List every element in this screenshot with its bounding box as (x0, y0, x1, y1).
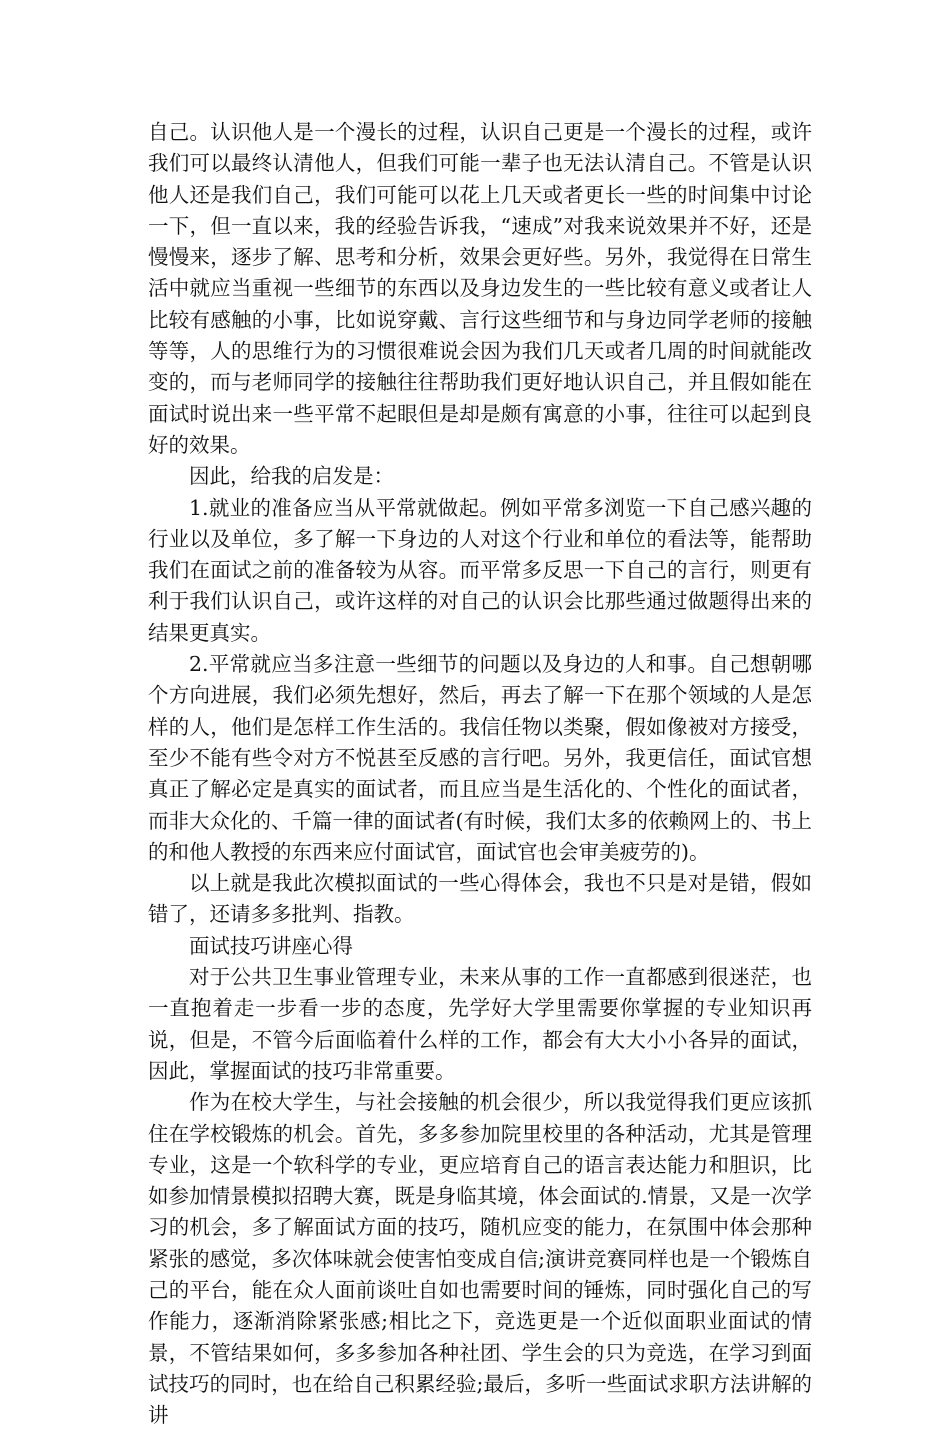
document-body (148, 117, 812, 1431)
paragraph-conclusion: 以上就是我此次模拟面试的一些心得体会，我也不只是对是错，假如错了，还请多多批判、指教。 (148, 871, 812, 927)
paragraph-continuation: 自己。认识他人是一个漫长的过程，认识自己更是一个漫长的过程，或许我们可以最终认清他人，但我们可能一辈子也无法认清自己。不管是认识他人还是我们自己，我们可能可以花上几天或者更长一些的时间集中讨论一下，但一直以来，我的经验告诉我，“速成”对我来说效果并不好，还是慢慢来，逐步了解、思考和分析，效果会更好些。另外，我觉得在日常生活中就应当重视一些细节的东西以及身边发生的一些比较有意义或者让人比较有感触的小事，比如说穿戴、言行这些细节和与身边同学老师的接触等等，人的思维行为的习惯很难说会因为我们几天或者几周的时间就能改变的，而与老师同学的接触往往帮助我们更好地认识自己，并且假如能在面试时说出来一些平常不起眼但是却是颇有寓意的小事，往往可以起到良好的效果。 (148, 120, 812, 457)
paragraph-point-2: 2.平常就应当多注意一些细节的问题以及身边的人和事。自己想朝哪个方向进展，我们必须先想好，然后，再去了解一下在那个领域的人是怎样的人，他们是怎样工作生活的。我信任物以类聚，假如像被对方接受，至少不能有些令对方不悦甚至反感的言行吧。另外，我更信任，面试官想真正了解必定是真实的面试者，而且应当是生活化的、个性化的面试者，而非大众化的、千篇一律的面试者(有时候，我们太多的依赖网上的、书上的和他人教授的东西来应付面试官，面试官也会审美疲劳的)。 (148, 652, 812, 864)
paragraph-student-practice: 作为在校大学生，与社会接触的机会很少，所以我觉得我们更应该抓住在学校锻炼的机会。首先，多多参加院里校里的各种活动，尤其是管理专业，这是一个软科学的专业，更应培育自己的语言表达能力和胆识，比如参加情景模拟招聘大赛，既是身临其境，体会面试的.情景，又是一次学习的机会，多了解面试方面的技巧，随机应变的能力，在氛围中体会那种紧张的感觉，多次体味就会使害怕变成自信;演讲竞赛同样也是一个锻炼自己的平台，能在众人面前谈吐自如也需要时间的锤炼，同时强化自己的写作能力，逐渐消除紧张感;相比之下，竞选更是一个近似面职业面试的情景，不管结果如何，多多参加各种社团、学生会的只为竞选，在学习到面试技巧的同时，也在给自己积累经验;最后，多听一些面试求职方法讲解的讲 (148, 1090, 812, 1428)
paragraph-point-1: 1.就业的准备应当从平常就做起。例如平常多浏览一下自己感兴趣的行业以及单位，多了解一下身边的人对这个行业和单位的看法等，能帮助我们在面试之前的准备较为从容。而平常多反思一下自己的言行，则更有利于我们认识自己，或许这样的对自己的认识会比那些通过做题得出来的结果更真实。 (148, 495, 812, 645)
paragraph-major-intro: 对于公共卫生事业管理专业，未来从事的工作一直都感到很迷茫，也一直抱着走一步看一步的态度，先学好大学里需要你掌握的专业知识再说，但是，不管今后面临着什么样的工作，都会有大大小小各异的面试，因此，掌握面试的技巧非常重要。 (148, 965, 812, 1083)
paragraph-inspiration-intro: 因此，给我的启发是： (189, 464, 394, 489)
section-heading: 面试技巧讲座心得 (189, 933, 353, 958)
